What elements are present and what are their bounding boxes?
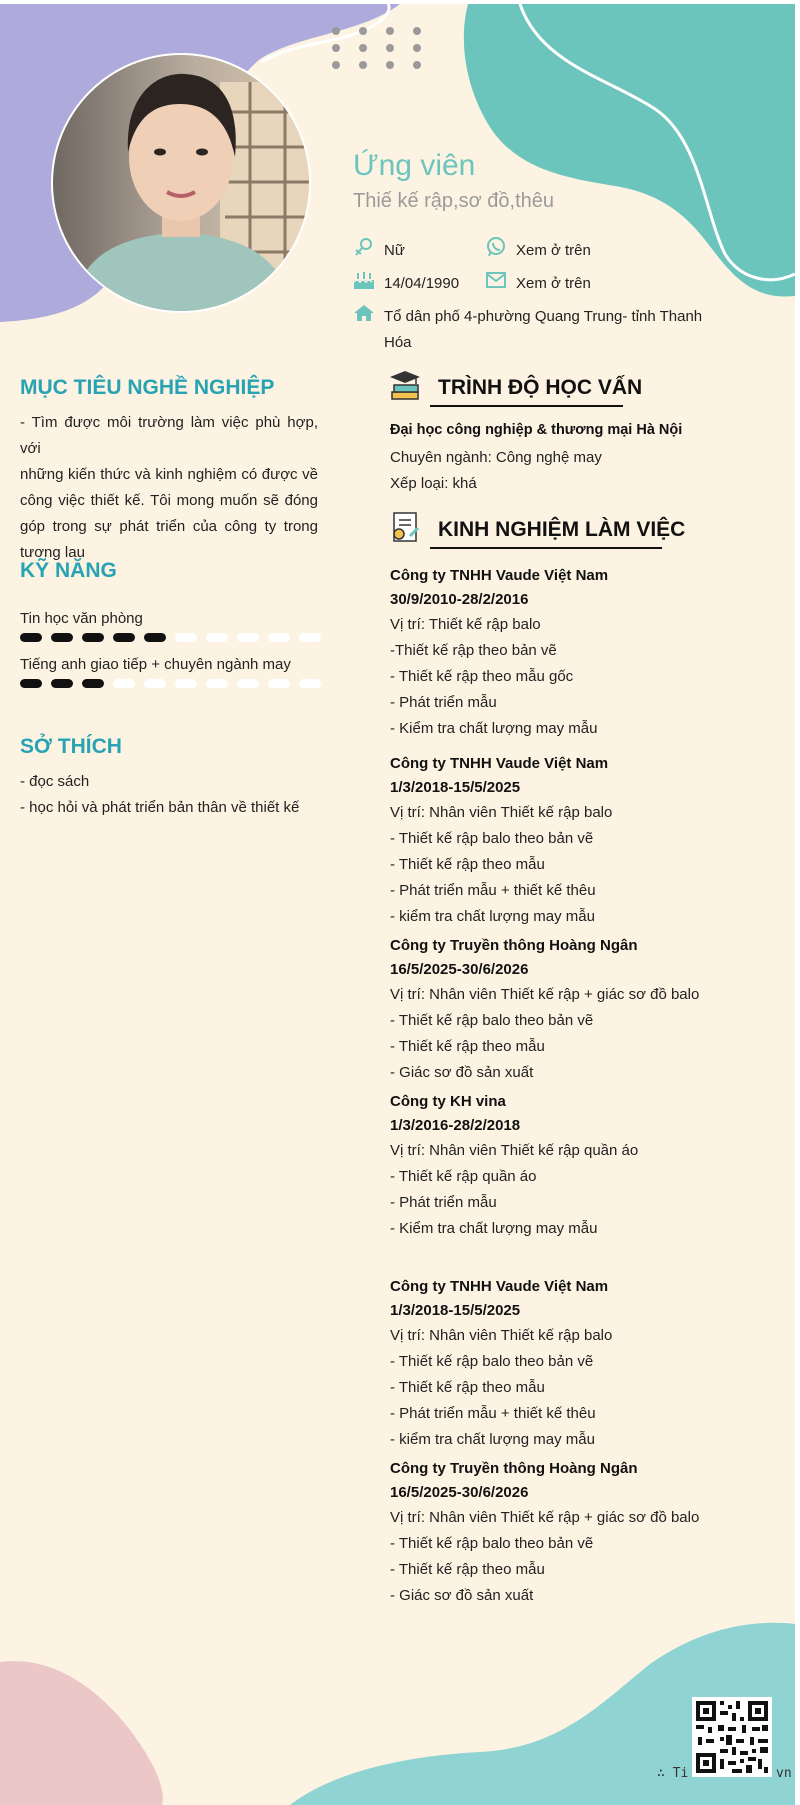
hobbies-title: SỞ THÍCH <box>20 735 122 758</box>
skill-dash-empty <box>175 633 197 642</box>
job-line: Vị trí: Nhân viên Thiết kế rập balo <box>390 1327 613 1344</box>
skill-dash-empty <box>144 679 166 688</box>
job-line: - Phát triển mẫu + thiết kế thêu <box>390 1405 596 1422</box>
skill-dash-filled <box>20 679 42 688</box>
job-company: Công ty Truyền thông Hoàng Ngân <box>390 937 638 954</box>
skill-dash-filled <box>51 679 73 688</box>
experience-icon <box>388 510 422 544</box>
address-line-2: Hóa <box>384 334 412 351</box>
objective-line: công việc thiết kế. Tôi mong muốn sẽ đóng <box>20 492 318 509</box>
skills-title: KỸ NĂNG <box>20 559 117 582</box>
gender-icon <box>353 237 375 257</box>
job-company: Công ty TNHH Vaude Việt Nam <box>390 1278 609 1295</box>
job-line: Vị trí: Nhân viên Thiết kế rập balo <box>390 804 613 821</box>
skill-dash-empty <box>175 679 197 688</box>
objective-line: những kiến thức và kinh nghiệm có được về <box>20 466 318 483</box>
skill-dash-empty <box>268 633 290 642</box>
job-entry <box>390 1275 780 1453</box>
address-line-1: Tổ dân phố 4-phường Quang Trung- tỉnh Thanh <box>384 308 703 325</box>
birthday-value: 14/04/1990 <box>384 275 460 292</box>
job-entry <box>390 564 780 742</box>
job-period: 1/3/2016-28/2/2018 <box>390 1117 521 1134</box>
job-line: Vị trí: Nhân viên Thiết kế rập + giác sơ đồ balo <box>390 986 700 1003</box>
job-line: - Kiểm tra chất lượng may mẫu <box>390 720 598 737</box>
job-line: - Thiết kế rập balo theo bản vẽ <box>390 1012 594 1029</box>
hobby-item: - đọc sách <box>20 773 90 790</box>
experience-title: KINH NGHIỆM LÀM VIỆC <box>438 518 686 541</box>
skill-level-bar <box>20 633 321 642</box>
skill-dash-empty <box>237 633 259 642</box>
job-entry <box>390 1457 790 1609</box>
skill-dash-empty <box>299 679 321 688</box>
skill-dash-empty <box>237 679 259 688</box>
job-line: - Thiết kế rập theo mẫu <box>390 1561 545 1578</box>
job-line: Vị trí: Nhân viên Thiết kế rập + giác sơ đồ balo <box>390 1509 700 1526</box>
job-line: - Thiết kế rập theo mẫu <box>390 1038 545 1055</box>
education-title: TRÌNH ĐỘ HỌC VẤN <box>438 376 643 399</box>
gender-value: Nữ <box>384 242 405 259</box>
home-icon <box>353 303 375 323</box>
experience-underline <box>430 547 662 549</box>
job-period: 1/3/2018-15/5/2025 <box>390 779 521 796</box>
birthday-icon <box>353 270 375 290</box>
job-line: - Phát triển mẫu <box>390 694 497 711</box>
job-title: Thiế kế rập,sơ đồ,thêu <box>353 190 555 212</box>
footer-text: ∴ Ti <box>657 1766 689 1781</box>
skill-dash-filled <box>82 633 104 642</box>
job-period: 30/9/2010-28/2/2016 <box>390 591 529 608</box>
objective-line: góp trong sự phát triển của công ty trong <box>20 518 318 535</box>
objective-line: - Tìm được môi trường làm việc phù hợp, với <box>20 414 318 457</box>
job-line: - kiểm tra chất lượng may mẫu <box>390 1431 595 1448</box>
job-line: Vị trí: Thiết kế rập balo <box>390 616 541 633</box>
objective-line: tương lau <box>20 544 85 561</box>
skill-level-bar <box>20 679 321 688</box>
job-line: - Giác sơ đồ sản xuất <box>390 1587 534 1604</box>
email-value: Xem ở trên <box>516 275 591 292</box>
phone-icon <box>485 237 507 257</box>
skill-dash-empty <box>299 633 321 642</box>
job-line: - Thiết kế rập theo mẫu gốc <box>390 668 574 685</box>
objective-text <box>20 410 318 566</box>
job-line: - Phát triển mẫu <box>390 1194 497 1211</box>
skill-dash-filled <box>113 633 135 642</box>
avatar <box>50 52 312 314</box>
hobby-item: - học hỏi và phát triển bản thân về thiết kế <box>20 799 300 816</box>
job-line: - Thiết kế rập quần áo <box>390 1168 537 1185</box>
skill-dash-empty <box>268 679 290 688</box>
job-entry <box>390 934 790 1086</box>
education-rank: Xếp loại: khá <box>390 475 477 492</box>
job-entry <box>390 1090 780 1242</box>
skill-dash-empty <box>206 679 228 688</box>
job-line: -Thiết kế rập theo bản vẽ <box>390 642 557 659</box>
job-line: - Phát triển mẫu + thiết kế thêu <box>390 882 596 899</box>
job-period: 1/3/2018-15/5/2025 <box>390 1302 521 1319</box>
skill-label: Tiếng anh giao tiếp + chuyên ngành may <box>20 656 291 673</box>
cv-page <box>0 4 795 1805</box>
skill-dash-filled <box>20 633 42 642</box>
job-line: - Thiết kế rập balo theo bản vẽ <box>390 1535 594 1552</box>
job-line: - Giác sơ đồ sản xuất <box>390 1064 534 1081</box>
skill-dash-filled <box>144 633 166 642</box>
skill-dash-empty <box>206 633 228 642</box>
job-company: Công ty KH vina <box>390 1093 506 1110</box>
job-line: - Kiểm tra chất lượng may mẫu <box>390 1220 598 1237</box>
footer-suffix: vn <box>776 1766 792 1781</box>
job-company: Công ty TNHH Vaude Việt Nam <box>390 567 609 584</box>
skill-dash-empty <box>113 679 135 688</box>
candidate-name: Ứng viên <box>353 149 476 182</box>
job-line: Vị trí: Nhân viên Thiết kế rập quần áo <box>390 1142 639 1159</box>
job-line: - kiểm tra chất lượng may mẫu <box>390 908 595 925</box>
job-entry <box>390 752 780 930</box>
skill-label: Tin học văn phòng <box>20 610 143 627</box>
objective-title: MỤC TIÊU NGHỀ NGHIỆP <box>20 376 275 399</box>
job-period: 16/5/2025-30/6/2026 <box>390 961 529 978</box>
dots-decoration <box>330 24 430 74</box>
qr-code-icon[interactable] <box>692 1697 772 1777</box>
job-company: Công ty TNHH Vaude Việt Nam <box>390 755 609 772</box>
skill-dash-filled <box>51 633 73 642</box>
job-period: 16/5/2025-30/6/2026 <box>390 1484 529 1501</box>
education-major: Chuyên ngành: Công nghệ may <box>390 449 602 466</box>
phone-value: Xem ở trên <box>516 242 591 259</box>
education-icon <box>388 368 422 402</box>
job-line: - Thiết kế rập balo theo bản vẽ <box>390 1353 594 1370</box>
job-line: - Thiết kế rập theo mẫu <box>390 856 545 873</box>
email-icon <box>485 270 507 290</box>
job-line: - Thiết kế rập theo mẫu <box>390 1379 545 1396</box>
job-line: - Thiết kế rập balo theo bản vẽ <box>390 830 594 847</box>
skill-dash-filled <box>82 679 104 688</box>
education-school: Đại học công nghiệp & thương mại Hà Nội <box>390 422 683 438</box>
education-underline <box>430 405 623 407</box>
job-company: Công ty Truyền thông Hoàng Ngân <box>390 1460 638 1477</box>
